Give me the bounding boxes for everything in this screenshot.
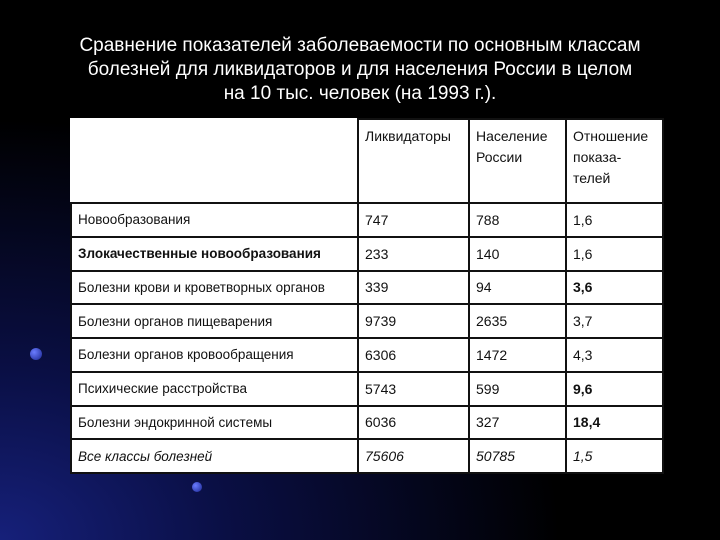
morbidity-table-image [70, 118, 662, 474]
ratio-cell: 4,3 [566, 338, 663, 372]
ratio-cell: 9,6 [566, 372, 663, 406]
row-label-cell: Злокачественные новообразования [71, 237, 358, 271]
table-row [71, 304, 663, 338]
population-cell: 94 [469, 271, 566, 305]
decorative-dot-1 [30, 348, 42, 360]
table-row [71, 237, 663, 271]
population-cell: 2635 [469, 304, 566, 338]
title-line-1: Сравнение показателей заболеваемости по основным классам [79, 35, 641, 56]
row-label-cell: Болезни крови и кроветворных органов [71, 271, 358, 305]
header-empty [71, 119, 358, 203]
header-population: Население России [469, 119, 566, 203]
ratio-cell: 3,7 [566, 304, 663, 338]
header-ratio: Отношение показа-телей [566, 119, 663, 203]
population-cell: 50785 [469, 439, 566, 473]
liquidators-cell: 5743 [358, 372, 469, 406]
ratio-cell: 1,6 [566, 237, 663, 271]
table-row [71, 439, 663, 473]
row-label-cell: Болезни органов кровообращения [71, 338, 358, 372]
title-line-2: болезней для ликвидаторов и для населения России в целом [87, 59, 633, 80]
table-row [71, 372, 663, 406]
population-cell: 140 [469, 237, 566, 271]
liquidators-cell: 6036 [358, 406, 469, 440]
population-cell: 327 [469, 406, 566, 440]
liquidators-cell: 75606 [358, 439, 469, 473]
table-row [71, 406, 663, 440]
ratio-cell: 3,6 [566, 271, 663, 305]
population-cell: 599 [469, 372, 566, 406]
ratio-cell: 1,5 [566, 439, 663, 473]
slide-title [40, 34, 680, 106]
morbidity-table [70, 118, 664, 474]
table-row [71, 203, 663, 237]
liquidators-cell: 233 [358, 237, 469, 271]
row-label-cell: Психические расстройства [71, 372, 358, 406]
population-cell: 788 [469, 203, 566, 237]
ratio-cell: 18,4 [566, 406, 663, 440]
population-cell: 1472 [469, 338, 566, 372]
decorative-dot-2 [192, 482, 202, 492]
row-label-cell: Все классы болезней [71, 439, 358, 473]
ratio-cell: 1,6 [566, 203, 663, 237]
liquidators-cell: 747 [358, 203, 469, 237]
title-line-3: на 10 тыс. человек (на 1993 г.). [223, 83, 497, 104]
table-row [71, 271, 663, 305]
liquidators-cell: 9739 [358, 304, 469, 338]
liquidators-cell: 339 [358, 271, 469, 305]
row-label-cell: Болезни органов пищеварения [71, 304, 358, 338]
row-label-cell: Болезни эндокринной системы [71, 406, 358, 440]
liquidators-cell: 6306 [358, 338, 469, 372]
table-row [71, 338, 663, 372]
header-liquidators: Ликвидаторы [358, 119, 469, 203]
row-label-cell: Новообразования [71, 203, 358, 237]
